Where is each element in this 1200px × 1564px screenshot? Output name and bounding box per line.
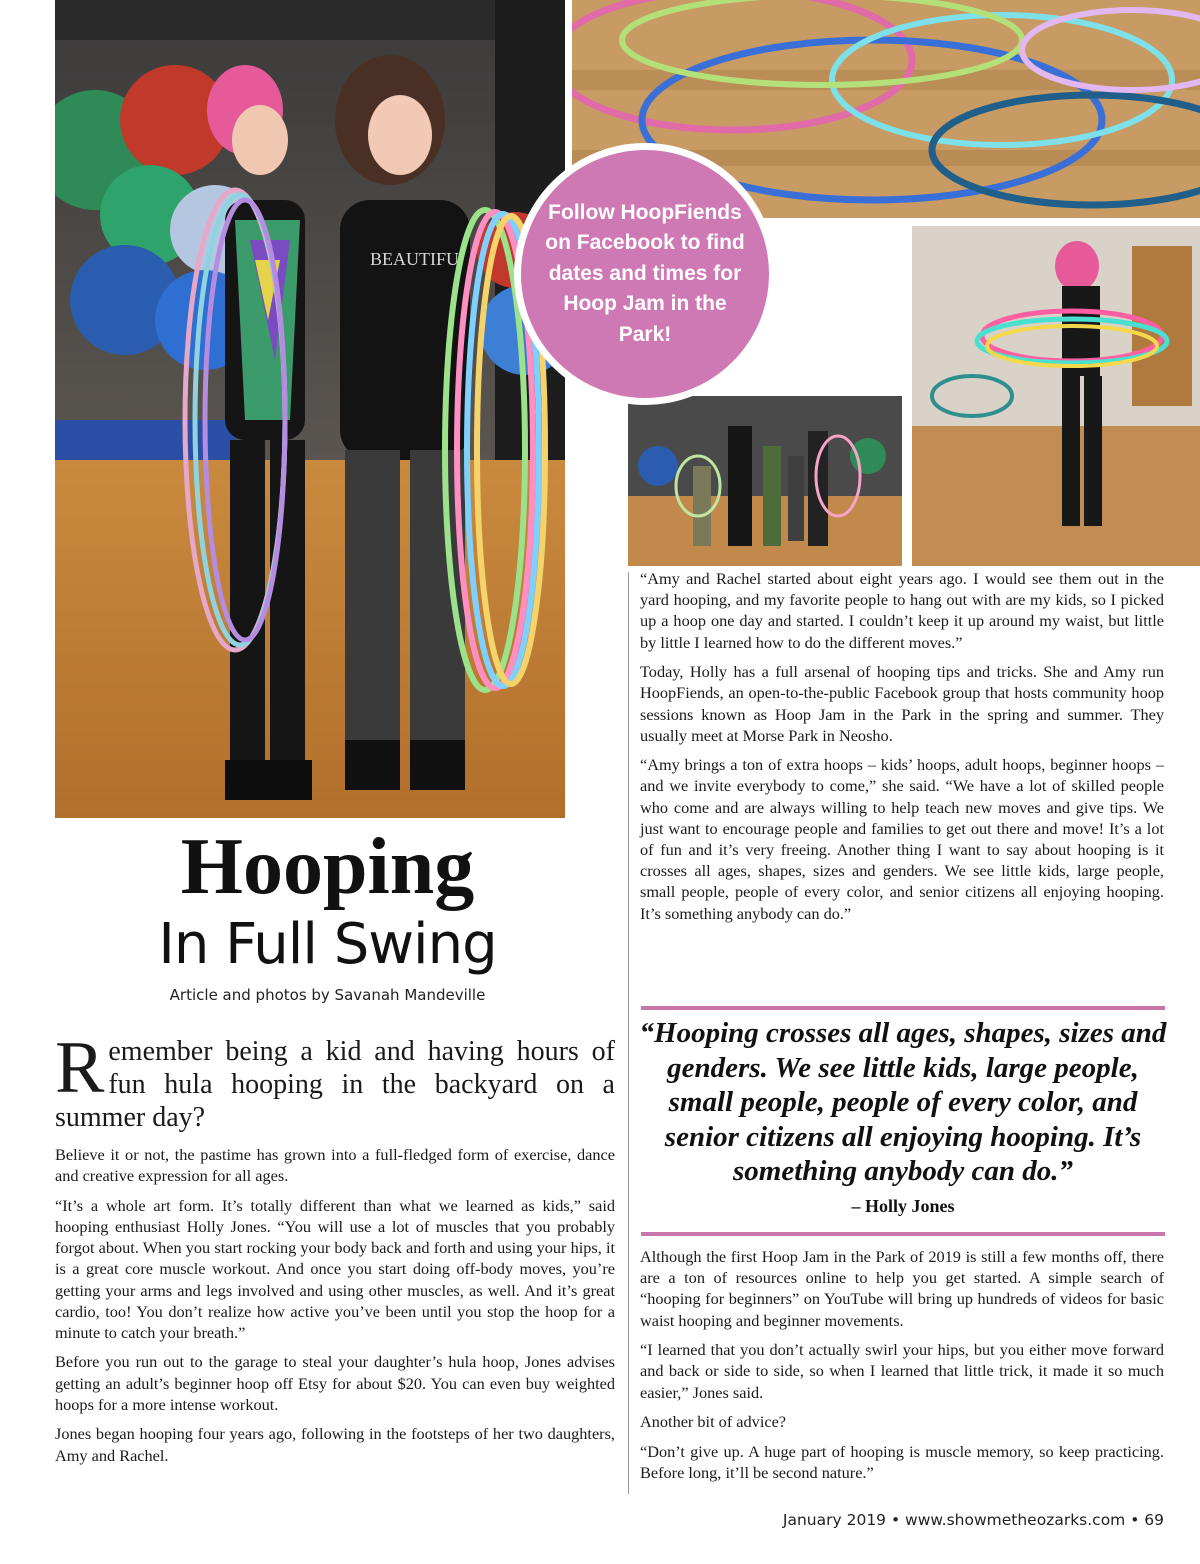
drop-cap: R [55,1027,105,1109]
byline: Article and photos by Savanah Mandeville [169,986,486,1004]
article-column-right-bottom [640,1246,1164,1491]
body-paragraph: “Don’t give up. A huge part of hooping is muscle memory, so keep practicing. Before long, it’ll be second nature.” [640,1441,1164,1482]
page-footer: January 2019 • www.showmetheozarks.com • 69 [782,1511,1164,1529]
pull-quote-rule-bottom [641,1232,1165,1236]
photo-woman-hooping [912,226,1200,566]
article-column-right-top [640,568,1164,932]
article-column-left [55,1027,615,1474]
body-paragraph: Another bit of advice? [640,1412,787,1432]
callout-text: Follow HoopFiends on Facebook to find dates and times for Hoop Jam in the Park! [545,200,745,346]
shirt-lettering: BEAUTIFU [370,249,459,269]
body-paragraph: “It’s a whole art form. It’s totally different than what we learned as kids,” said hooping enthusiast Holly Jones. “You will use a lot of muscles that you probably forgot about. When you start rocking your body back and forth and using your hips, it is a great core muscle workout. And once you start doing off-body moves, you’re getting your arms and legs involved and using other muscles, as well. And it’s great cardio, too! You don’t realize how active you’ve been until you stop the hoop for a minute to catch your breath.” [55,1195,615,1342]
body-paragraph: Jones began hooping four years ago, following in the footsteps of her two daughters, Amy and Rachel. [55,1424,615,1465]
photo-family-group [628,396,902,566]
facebook-callout-badge [514,143,776,405]
body-paragraph: “I learned that you don’t actually swirl your hips, but you either move forward and back or side to side, so when I learned that little trick, it made it so much easier,” Jones said. [640,1340,1164,1402]
body-paragraph: “Amy and Rachel started about eight years ago. I would see them out in the yard hooping, and my favorite people to hang out with are my kids, so I picked up a hoop one day and started. I couldn’t keep it up around my waist, but little by little I learned how to do the different moves.” [640,569,1164,652]
lede-text: emember being a kid and having hours of fun hula hooping in the backyard on a summer day? [55,1036,615,1133]
body-paragraph: Before you run out to the garage to steal your daughter’s hula hoop, Jones advises getting an adult’s beginner hoop off Etsy for about $20. You can even buy weighted hoops for a more intense workout. [55,1352,615,1414]
article-title: Hooping [180,823,475,911]
pull-quote-author: – Holly Jones [851,1196,955,1216]
column-divider [628,572,629,1494]
pull-quote: “Hooping crosses all ages, shapes, sizes and genders. We see little kids, large people, small people, people of every color, and senior citizens all enjoying hooping. It’s something anybody can do.” [639,1017,1167,1187]
lede-paragraph [55,1027,615,1134]
body-paragraph: Believe it or not, the pastime has grown into a full-fledged form of exercise, dance and creative expression for all ages. [55,1145,615,1186]
article-subtitle: In Full Swing [158,912,497,977]
photo-two-women-holding-hoops [55,0,565,818]
pull-quote-rule-top [641,1006,1165,1010]
body-paragraph: Although the first Hoop Jam in the Park of 2019 is still a few months off, there are a ton of resources online to help you get started. A simple search of “hooping for beginners” on YouTube will bring up hundreds of videos for basic waist hooping and beginner movements. [640,1247,1164,1330]
body-paragraph: “Amy brings a ton of extra hoops – kids’ hoops, adult hoops, beginner hoops – and we invite everybody to come,” she said. “We have a lot of skilled people who come and are always willing to help teach new moves and give tips. We just want to encourage people and families to get out there and move! It’s a lot of fun and it’s very freeing. Another thing I want to say about hooping is it crosses all ages, shapes, sizes and genders. We see little kids, large people, small people, people of every color, and senior citizens all enjoying hooping. It’s something anybody can do.” [640,755,1164,923]
body-paragraph: Today, Holly has a full arsenal of hooping tips and tricks. She and Amy run HoopFiends, an open-to-the-public Facebook group that hosts community hoop sessions known as Hoop Jam in the Park in the spring and summer. They usually meet at Morse Park in Neosho. [640,662,1164,745]
